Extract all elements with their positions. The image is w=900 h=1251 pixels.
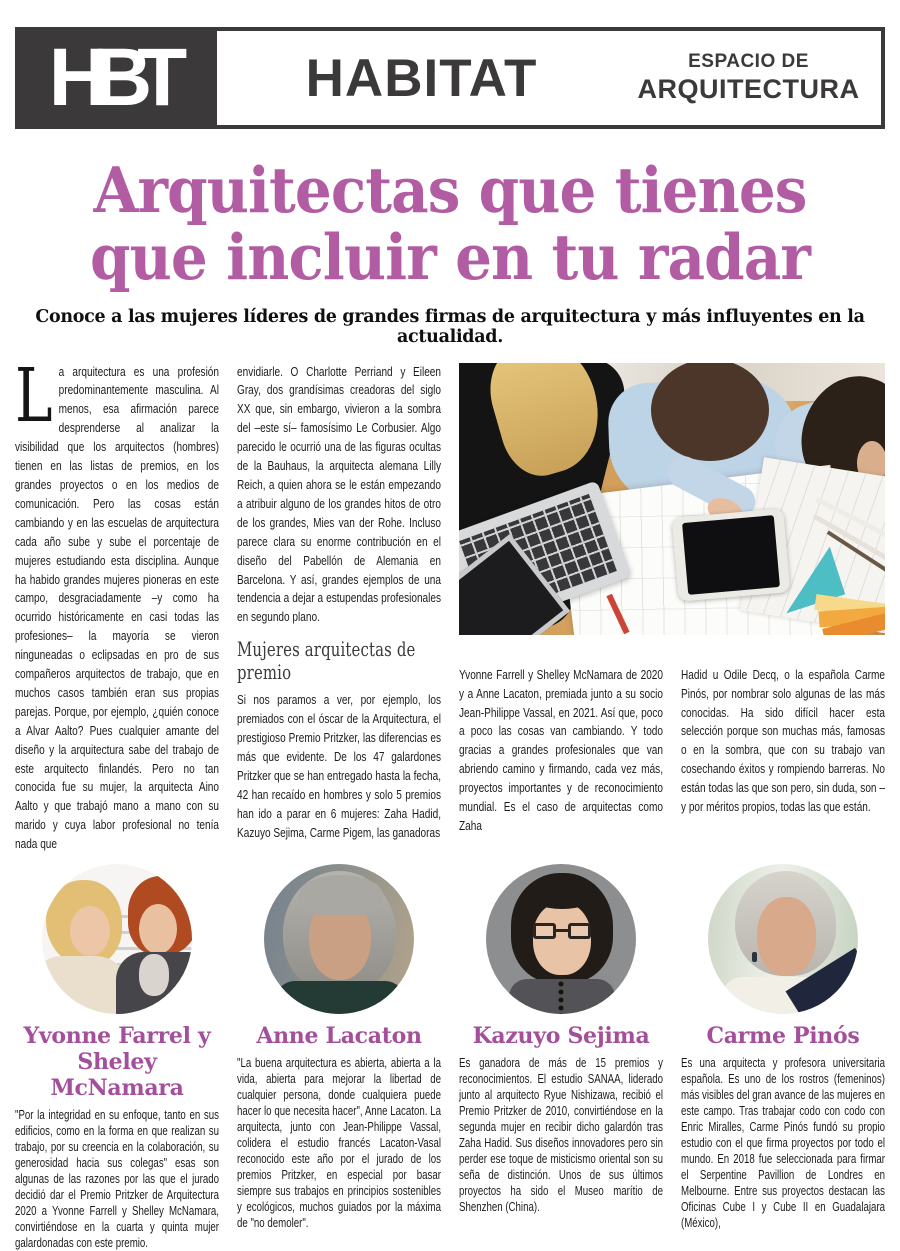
drop-cap: L — [15, 352, 53, 439]
profile-name: Yvonne Farrel y Sheley McNamara — [23, 1023, 211, 1102]
profile-name: Carme Pinós — [706, 1023, 860, 1050]
person-face — [139, 904, 177, 954]
profile-photo — [486, 864, 636, 1014]
magazine-logo — [19, 31, 217, 125]
article-column-1 — [15, 352, 220, 855]
profile-photo — [264, 864, 414, 1014]
hero-photo — [459, 363, 885, 635]
glasses — [533, 923, 556, 939]
masthead-tagline — [626, 31, 881, 125]
article-headline — [50, 153, 850, 294]
person-fringe — [299, 875, 383, 915]
tagline-line2: ARQUITECTURA — [637, 74, 860, 104]
column-2-paragraph-1: envidiarle. O Charlotte Perriand y Eileen Gray, dos grandísimas creadoras del siglo XX que, sin embargo, vivieron a la sombra del –este sí– famosísimo Le Corbusier. Algo parecido le ocurrió una de las figuras ocultas de la Bauhaus, la arquitecta alemana Lilly Reich, a quien ahora se le están empezando a atribuir alguno de los grandes hitos de otro de los grandes, Mies van der Rohe. Incluso parece clara su enorme contribución en el diseño del Pabellón de Alemania en Barcelona. Y así, grandes ejemplos de una tendencia a dejar a estupendas profesionales en segundo plano. — [237, 363, 442, 625]
profile-photo — [708, 864, 858, 1014]
masthead — [15, 27, 885, 129]
profile-photo — [42, 864, 192, 1014]
masthead-center — [217, 31, 626, 125]
profile-bio: "Por la integridad en su enfoque, tanto en sus edificios, como en la forma en que realizan su trabajo, por su creencia en la colaboración, su generosidad hacia sus colegas" esas son algunas de las razones por las que el jurado decidió dar el Premio Pritzker de Arquitectura 2020 a Yvonne Farrell y Shelley McNamara, convirtiéndose en la cuarta y quinta mujer galardonadas con este premio. — [15, 1108, 220, 1251]
article-column-3 — [459, 666, 663, 854]
person-body — [275, 981, 405, 1014]
profile-card-lacaton — [237, 864, 441, 1251]
magazine-page — [0, 27, 900, 1251]
profile-bio: Es ganadora de más de 15 premios y reconocimientos. El estudio SANAA, liderado junto al arquitecto Ryue Nishizawa, recibió el Premio Pritzker de 2010, convirtiéndose en la segunda mujer en recibir dicho galardón tras Zaha Hadid. Sus diseños innovadores pero sin perder ese toque de misticismo oriental son su seña de distinción. Unos de sus últimos proyectos ha sido el Museo marítio de Shenzhen (China). — [459, 1056, 664, 1215]
person-fringe — [527, 879, 597, 909]
necklace — [557, 980, 566, 1014]
logo-text: HBT — [48, 32, 173, 123]
profile-name: Kazuyo Sejima — [472, 1023, 650, 1050]
article-body — [15, 352, 886, 855]
column-2-paragraph-2: Si nos paramos a ver, por ejemplo, los premiados con el óscar de la Arquitectura, el prestigioso Premio Pritzker, las diferencias es más que evidente. De los 47 galardones Pritzker que se han entregado hasta la fecha, 42 han recaído en hombres y solo 5 premios han ido a parar en 6 mujeres: Zaha Hadid, Kazuyo Sejima, Carme Pigem, las ganadoras — [237, 692, 442, 840]
profile-bio: Es una arquitecta y profesora universitaria española. Es uno de los rostros (femeninos) más visibles del gran avance de las mujeres en este campo. Tras trabajar codo con codo con Enric Miralles, Carme Pinós fundó su propio estudio con el que firma proyectos por todo el mundo. En 2018 fue seleccionada para firmar el Serpentine Pavillion de Londres en Melbourne. Entre sus proyectos destacan las Oficinas Cube I y Cube II en Guadalajara (México), — [681, 1056, 886, 1231]
headline-line2: que incluir en tu radar — [90, 219, 810, 294]
architect-profiles — [15, 864, 885, 1251]
article-column-2 — [237, 363, 441, 855]
profile-name: Anne Lacaton — [256, 1023, 422, 1050]
magazine-title: HABITAT — [305, 48, 538, 108]
person-face — [757, 897, 816, 976]
article-column-4 — [681, 666, 885, 854]
article-subhead: Mujeres arquitectas de premio — [237, 638, 416, 685]
column-4-text: Hadid u Odile Decq, o la española Carme Pinós, por nombrar solo algunas de las más conocidas. Ha sido difícil hacer esta selección porque son muchas más, famosas o en la sombra, que con su trabajo van cosechando éxitos y rompiendo barreras. No están todas las que son pero, sin duda, son –y por méritos propios, todas las que están. — [681, 666, 886, 815]
tagline-line1: ESPACIO DE — [688, 51, 809, 72]
column-3-text: Yvonne Farrell y Shelley McNamara de 2020 y a Anne Lacaton, premiada junto a su socio Jean-Philippe Vassal, en 2021. Así que, poco a poco las cosas van cambiando. Y todo gracias a grandes profesionales que van abriendo camino y firmando, cada vez más, proyectos importantes y de reconocimiento mundial. Es el caso de arquitectas como Zaha — [459, 666, 664, 833]
headline-line1: Arquitectas que tienes — [93, 153, 807, 227]
profile-card-farrell-mcnamara — [15, 864, 219, 1251]
profile-card-pinos — [681, 864, 885, 1251]
column-1-text: a arquitectura es una profesión predominantemente masculina. Al menos, esa afirmación parece desprenderse al analizar la visibilidad que los arquitectos (hombres) tienen en las listas de premios, en los grandes proyectos o en los medios de comunicación. Pero las cosas están cambiando y en las escuelas de arquitectura cada año sube y sube el porcentaje de mujeres estudiando esta disciplina. Aunque ha habido grandes mujeres pioneras en este campo, desgraciadamente –y como ha ocurrido históricamente en casi todas las profesiones– la mayoría se vieron ninguneadas o eclipsadas en pro de sus compañeros arquitectos de trabajo, que en muchos casos también eran sus propias parejas. Porque, por ejemplo, ¿quién conoce a Alvar Aalto? Pues cualquier amante del diseño y la arquitectura sabe del trabajo de este arquitecto finlandés. Pero no tan conocida fue su mujer, la arquitecta Aino Aalto y que trabajó mano a mano con su marido y cuya labor profesional no tenía nada que — [15, 363, 220, 852]
profile-card-sejima — [459, 864, 663, 1251]
glasses-bridge — [555, 929, 569, 932]
tablet-screen — [682, 515, 780, 595]
person-center-hair — [651, 363, 769, 461]
profile-bio: "La buena arquitectura es abierta, abierta a la vida, abierta para mejorar la libertad de cualquier persona, donde cualquiera puede hacer lo que necesita hacer", Anne Lacaton. La arquitecta, junto con Jean-Philippe Vassal, colidera el estudio francés Lacaton-Vasal reconocido este año por el jurado de los premios Pritzker, en especial por basar siempre sus trabajos en principios sostenibles y ecológicos, muchos guiados por la máxima de "no demoler". — [237, 1056, 442, 1231]
glasses — [568, 923, 591, 939]
tablet — [672, 508, 791, 601]
earring — [752, 952, 757, 962]
standfirst: Conoce a las mujeres líderes de grandes firmas de arquitectura y más influyentes en la actualidad. — [35, 306, 865, 347]
person-scarf — [139, 954, 169, 996]
person-face — [533, 903, 591, 975]
person-face — [70, 906, 110, 956]
